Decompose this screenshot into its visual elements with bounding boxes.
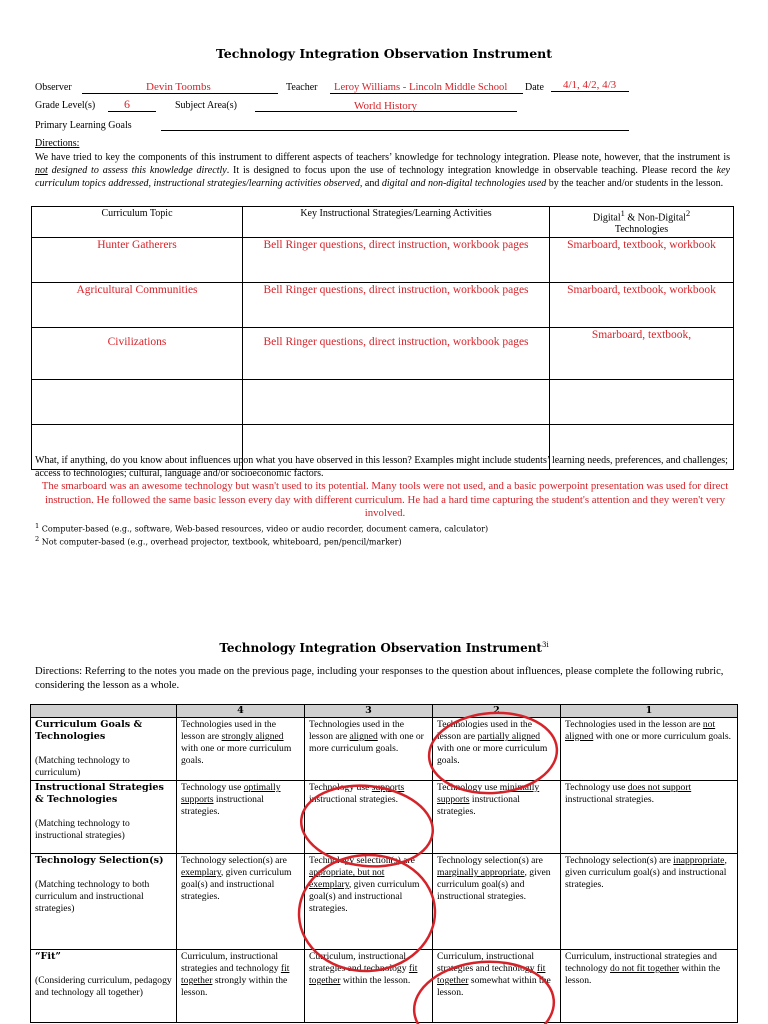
teacher-label: Teacher <box>286 82 318 93</box>
score-2-header: 2 <box>433 705 561 718</box>
rubric-cell-1[interactable]: Curriculum, instructional strategies and technology do not fit together within the lesson. <box>561 950 738 1023</box>
grade-label: Grade Level(s) <box>35 100 96 111</box>
rubric-cell-3[interactable]: Technology use supports instructional strategies. <box>305 781 433 854</box>
footnote-2: $^2$ Not computer-based (e.g., overhead projector, textbook, whiteboard, pen/pencil/marker) <box>35 535 402 547</box>
rubric-header-blank <box>31 705 177 718</box>
table-row <box>32 380 734 425</box>
teacher-value[interactable]: Leroy Williams - Lincoln Middle School <box>334 82 508 93</box>
observation-table <box>31 206 734 470</box>
table-row <box>32 328 734 380</box>
rubric-cell-1[interactable]: Technologies used in the lesson are not aligned with one or more curriculum goals. <box>561 718 738 781</box>
rubric-row-selection <box>31 854 738 950</box>
influences-question: What, if anything, do you know about influences upon what you have observed in this lesson? Examples might include students’ learning needs, preferences, and challenges; access to technologies; cultural, language and/or socioeconomic factors. <box>35 455 728 479</box>
goals-label: Primary Learning Goals <box>35 120 132 131</box>
page1-title: Technology Integration Observation Instrument <box>215 46 553 61</box>
topic-cell[interactable]: Agricultural Communities <box>32 283 243 328</box>
header-curriculum-topic: Curriculum Topic <box>32 207 243 238</box>
topic-cell[interactable] <box>32 380 243 425</box>
grade-line <box>108 111 156 112</box>
grade-value[interactable]: 6 <box>124 97 130 111</box>
rubric-cell-3[interactable]: Technology selection(s) are appropriate, but not exemplary, given curriculum goal(s) and instructional strategies. <box>305 854 433 950</box>
strategies-cell[interactable]: Bell Ringer questions, direct instruction, workbook pages <box>243 328 550 380</box>
strategies-cell[interactable]: Bell Ringer questions, direct instruction, workbook pages <box>243 283 550 328</box>
technologies-cell[interactable]: Smarboard, textbook, <box>550 328 734 380</box>
criterion-cell: Instructional Strategies & Technologies (Matching technology to instructional strategies) <box>31 781 177 854</box>
header-technologies: Digital$^1$ & Non-Digital$^2$ Technologies <box>550 207 734 238</box>
rubric-directions: Directions: Referring to the notes you made on the previous page, including your responses to the question about influences, please complete the following rubric, considering the lesson as a whole. <box>35 666 724 691</box>
rubric-row-curriculum <box>31 718 738 781</box>
technologies-cell[interactable]: Smarboard, textbook, workbook <box>550 238 734 283</box>
criterion-cell: Curriculum Goals & Technologies (Matching technology to curriculum) <box>31 718 177 781</box>
score-1-header: 1 <box>561 705 738 718</box>
date-value[interactable]: 4/1, 4/2, 4/3 <box>563 79 617 91</box>
rubric-cell-4[interactable]: Technology selection(s) are exemplary, given curriculum goal(s) and instructional strategies. <box>177 854 305 950</box>
rubric-cell-2[interactable]: Technology use minimally supports instructional strategies. <box>433 781 561 854</box>
score-3-header: 3 <box>305 705 433 718</box>
observer-value[interactable]: Devin Toombs <box>146 81 211 93</box>
date-line <box>551 91 629 92</box>
rubric-cell-4[interactable]: Curriculum, instructional strategies and technology fit together strongly within the lesson. <box>177 950 305 1023</box>
rubric-cell-2[interactable]: Technology selection(s) are marginally appropriate, given curriculum goal(s) and instructional strategies. <box>433 854 561 950</box>
rubric-cell-2[interactable]: Technologies used in the lesson are partially aligned with one or more curriculum goals. <box>433 718 561 781</box>
rubric-cell-1[interactable]: Technology use does not support instructional strategies. <box>561 781 738 854</box>
directions-text: We have tried to key the components of this instrument to different aspects of teachers’ knowledge for technology integration. Please note, however, that the instrument is not designed to assess this knowledge directly. It is designed to focus upon the use of technology integration knowledge in observable teaching. Please record the key curriculum topics addressed, instructional strategies/learning activities observed, and digital and non-digital technologies used by the teacher and/or students in the lesson. <box>35 152 730 189</box>
rubric-cell-3[interactable]: Curriculum, instructional strategies and technology fit together within the lesson. <box>305 950 433 1023</box>
teacher-line <box>330 93 523 94</box>
rubric-row-fit <box>31 950 738 1023</box>
rubric-cell-3[interactable]: Technologies used in the lesson are aligned with one or more curriculum goals. <box>305 718 433 781</box>
table-row <box>32 238 734 283</box>
technologies-cell[interactable] <box>550 380 734 425</box>
technologies-cell[interactable]: Smarboard, textbook, workbook <box>550 283 734 328</box>
criterion-cell: “Fit” (Considering curriculum, pedagogy and technology all together) <box>31 950 177 1023</box>
table-row <box>32 283 734 328</box>
date-label: Date <box>525 82 544 93</box>
score-4-header: 4 <box>177 705 305 718</box>
criterion-cell: Technology Selection(s) (Matching technology to both curriculum and instructional strategies) <box>31 854 177 950</box>
strategies-cell[interactable] <box>243 380 550 425</box>
rubric-cell-1[interactable]: Technology selection(s) are inappropriate, given curriculum goal(s) and instructional strategies. <box>561 854 738 950</box>
subject-label: Subject Area(s) <box>175 100 237 111</box>
topic-cell[interactable]: Civilizations <box>32 328 243 380</box>
rubric-cell-4[interactable]: Technologies used in the lesson are strongly aligned with one or more curriculum goals. <box>177 718 305 781</box>
rubric-table <box>30 704 738 1023</box>
strategies-cell[interactable]: Bell Ringer questions, direct instruction, workbook pages <box>243 238 550 283</box>
header-strategies: Key Instructional Strategies/Learning Activities <box>243 207 550 238</box>
observer-label: Observer <box>35 82 72 93</box>
rubric-row-strategies <box>31 781 738 854</box>
observer-line <box>82 93 278 94</box>
influences-answer[interactable]: The smarboard was an awesome technology but wasn't used to its potential. Many tools were not used, and a basic powerpoint presentation was used for direct instruction. He followed the same basic lesson every day with different curriculum. He had a hard time capturing the student's attention and they weren't very involved. <box>41 480 729 519</box>
footnote-1: $^1$ Computer-based (e.g., software, Web-based resources, video or audio recorder, document camera, calculator) <box>35 522 489 534</box>
goals-line[interactable] <box>161 130 629 131</box>
rubric-cell-2[interactable]: Curriculum, instructional strategies and technology fit together somewhat within the lesson. <box>433 950 561 1023</box>
subject-value[interactable]: World History <box>354 100 417 112</box>
rubric-cell-4[interactable]: Technology use optimally supports instructional strategies. <box>177 781 305 854</box>
topic-cell[interactable]: Hunter Gatherers <box>32 238 243 283</box>
page2-title: Technology Integration Observation Instrument$^{3i}$ <box>219 641 549 655</box>
directions-heading: Directions: <box>35 138 80 149</box>
